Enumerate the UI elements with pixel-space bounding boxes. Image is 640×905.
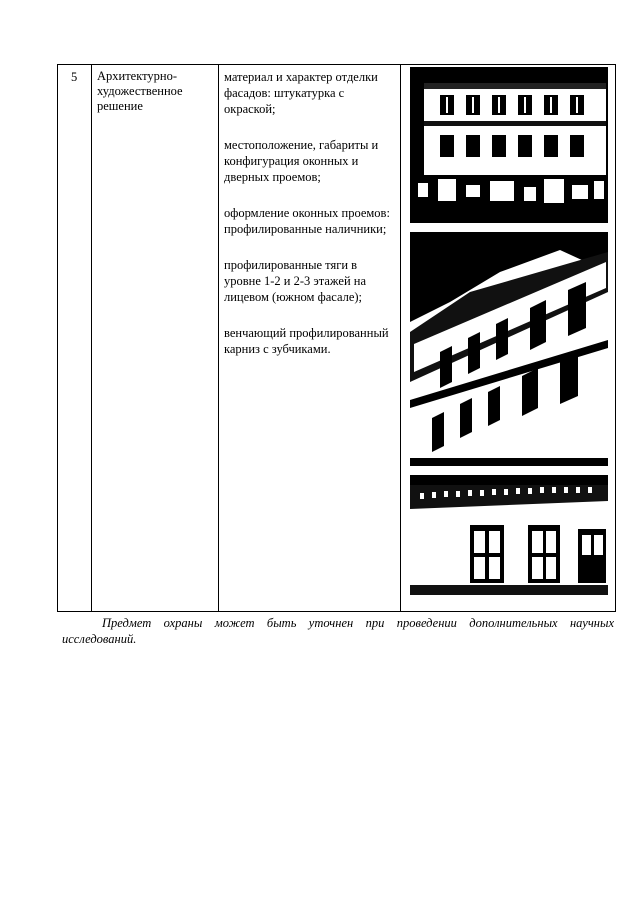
facade-photo-1 — [410, 67, 608, 223]
description-item: местоположение, габариты и конфигурация оконных и дверных проемов; — [224, 138, 379, 184]
row-number-cell — [58, 65, 92, 612]
row-description-cell — [219, 65, 401, 612]
description-item: материал и характер отделки фасадов: штукатурка с окраской; — [224, 70, 378, 116]
row-number: 5 — [71, 70, 78, 84]
description-item: оформление оконных проемов: профилированные наличники; — [224, 206, 390, 236]
row-name: Архитектурно-художественное решение — [97, 69, 183, 113]
row-description — [219, 65, 400, 357]
footnote: Предмет охраны может быть уточнен при проведении дополнительных научных исследований. — [62, 616, 614, 646]
facade-photo-3 — [410, 475, 608, 595]
protection-subject-table — [57, 64, 616, 612]
table-row — [58, 65, 616, 612]
description-item: профилированные тяги в уровне 1-2 и 2-3 этажей на лицевом (южном фасале); — [224, 258, 367, 304]
row-photos-cell — [401, 65, 616, 612]
row-name-cell — [92, 65, 219, 612]
photo-column — [401, 65, 615, 595]
description-item: венчающий профилированный карниз с зубчиками. — [224, 326, 389, 356]
facade-photo-2 — [410, 232, 608, 466]
